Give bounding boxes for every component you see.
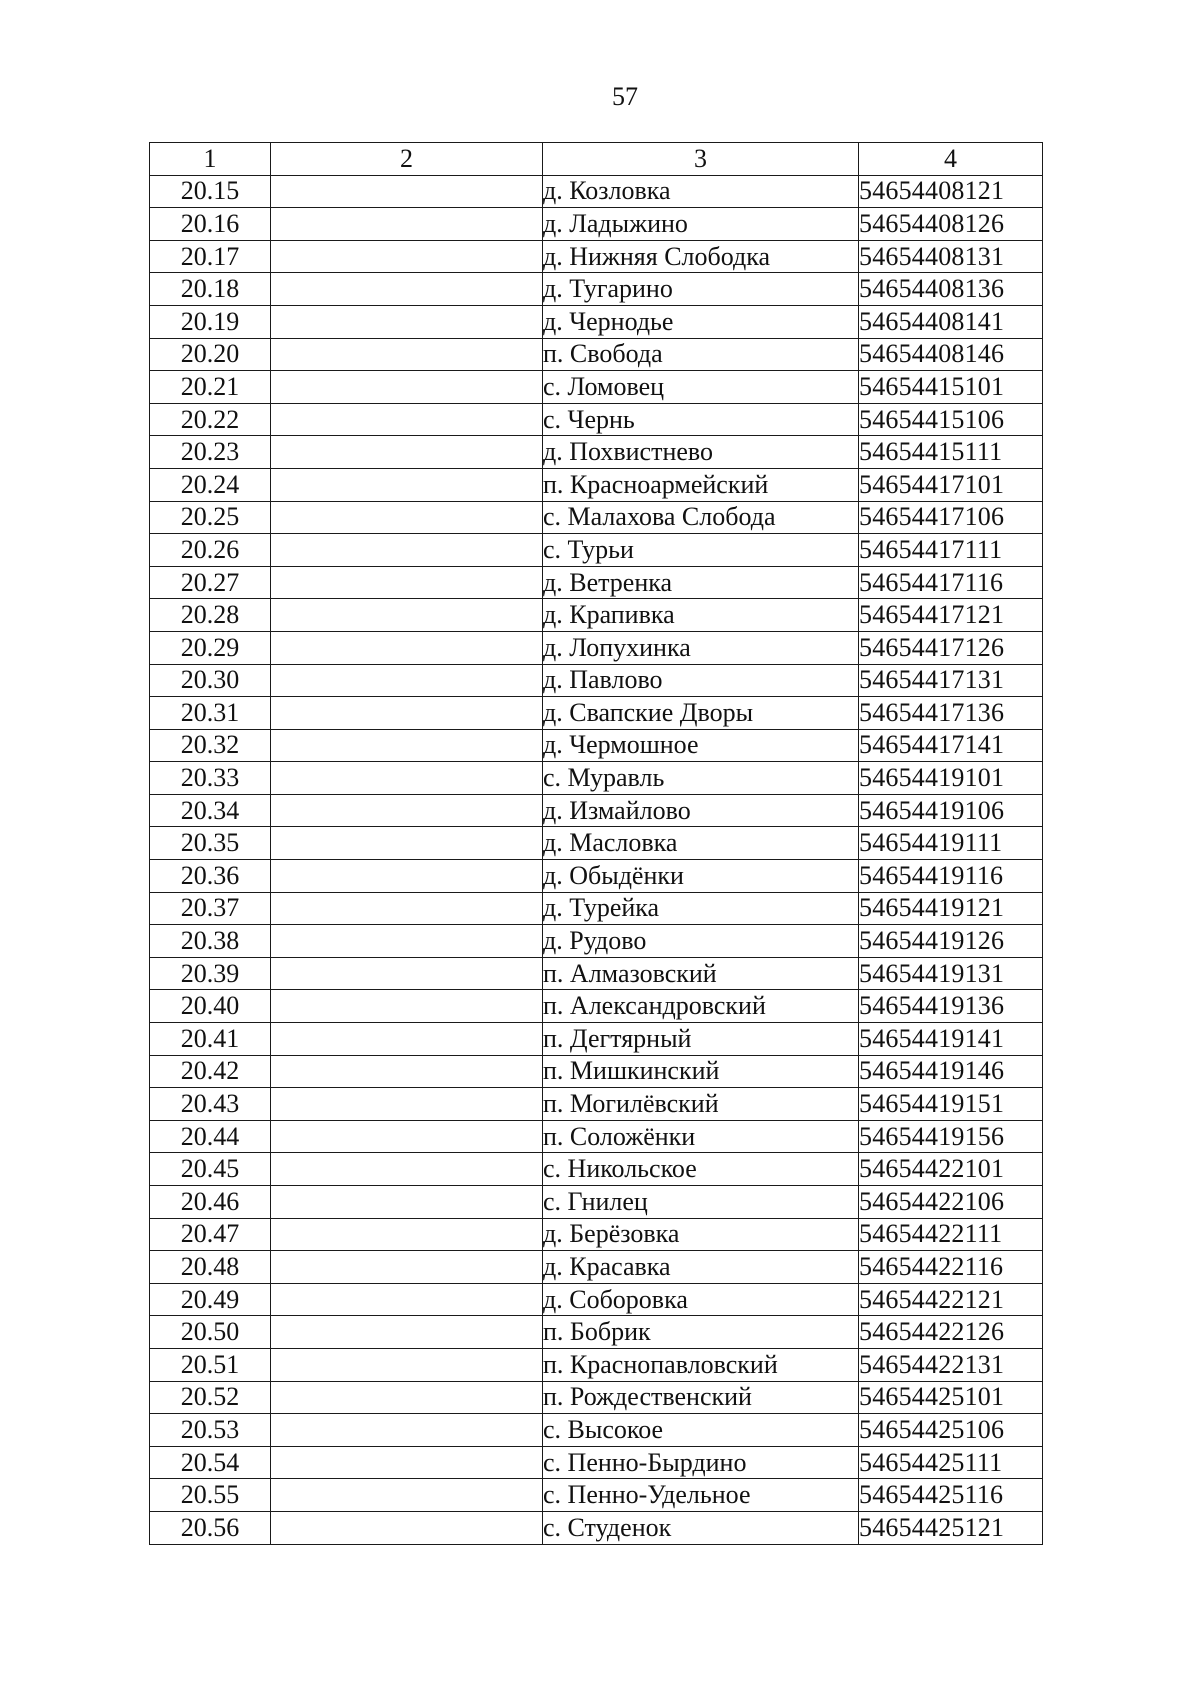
row-number-cell: 20.53 xyxy=(150,1414,271,1447)
settlement-name-cell: с. Никольское xyxy=(543,1153,859,1186)
municipality-name-cell xyxy=(271,697,543,730)
row-number-cell: 20.52 xyxy=(150,1381,271,1414)
row-number-cell: 20.24 xyxy=(150,468,271,501)
row-number-cell: 20.18 xyxy=(150,273,271,306)
settlement-name-cell: д. Обыдёнки xyxy=(543,860,859,893)
table-row xyxy=(150,534,1043,567)
settlement-name-cell: д. Рудово xyxy=(543,925,859,958)
municipality-name-cell xyxy=(271,860,543,893)
table-row xyxy=(150,957,1043,990)
municipality-name-cell xyxy=(271,1055,543,1088)
oktmo-code-cell: 54654422106 xyxy=(859,1186,1043,1219)
row-number-cell: 20.20 xyxy=(150,338,271,371)
column-header-1: 1 xyxy=(150,143,271,176)
settlement-name-cell: с. Ломовец xyxy=(543,371,859,404)
table-row xyxy=(150,305,1043,338)
settlement-name-cell: д. Ладыжино xyxy=(543,208,859,241)
settlement-name-cell: с. Чернь xyxy=(543,403,859,436)
oktmo-code-cell: 54654419106 xyxy=(859,794,1043,827)
oktmo-code-cell: 54654419141 xyxy=(859,1023,1043,1056)
settlement-name-cell: д. Лопухинка xyxy=(543,631,859,664)
oktmo-code-cell: 54654422126 xyxy=(859,1316,1043,1349)
table-row xyxy=(150,990,1043,1023)
municipality-name-cell xyxy=(271,957,543,990)
municipality-name-cell xyxy=(271,436,543,469)
row-number-cell: 20.22 xyxy=(150,403,271,436)
oktmo-code-cell: 54654415106 xyxy=(859,403,1043,436)
row-number-cell: 20.36 xyxy=(150,860,271,893)
row-number-cell: 20.41 xyxy=(150,1023,271,1056)
municipality-name-cell xyxy=(271,403,543,436)
table-row xyxy=(150,566,1043,599)
table-row xyxy=(150,827,1043,860)
table-row xyxy=(150,501,1043,534)
row-number-cell: 20.31 xyxy=(150,697,271,730)
municipality-name-cell xyxy=(271,208,543,241)
oktmo-code-cell: 54654417111 xyxy=(859,534,1043,567)
oktmo-code-cell: 54654408146 xyxy=(859,338,1043,371)
oktmo-code-cell: 54654415111 xyxy=(859,436,1043,469)
municipality-name-cell xyxy=(271,827,543,860)
row-number-cell: 20.51 xyxy=(150,1348,271,1381)
municipality-name-cell xyxy=(271,892,543,925)
row-number-cell: 20.15 xyxy=(150,175,271,208)
municipality-name-cell xyxy=(271,1251,543,1284)
table-row xyxy=(150,1023,1043,1056)
municipality-name-cell xyxy=(271,1088,543,1121)
settlement-name-cell: п. Бобрик xyxy=(543,1316,859,1349)
column-header-2: 2 xyxy=(271,143,543,176)
municipality-name-cell xyxy=(271,664,543,697)
oktmo-code-cell: 54654422121 xyxy=(859,1283,1043,1316)
municipality-name-cell xyxy=(271,631,543,664)
table-row xyxy=(150,599,1043,632)
settlement-name-cell: д. Измайлово xyxy=(543,794,859,827)
oktmo-code-cell: 54654425106 xyxy=(859,1414,1043,1447)
municipality-name-cell xyxy=(271,1120,543,1153)
municipality-name-cell xyxy=(271,1283,543,1316)
table-row xyxy=(150,1381,1043,1414)
row-number-cell: 20.27 xyxy=(150,566,271,599)
row-number-cell: 20.33 xyxy=(150,762,271,795)
table-body xyxy=(150,175,1043,1544)
oktmo-code-cell: 54654417101 xyxy=(859,468,1043,501)
municipality-name-cell xyxy=(271,534,543,567)
row-number-cell: 20.21 xyxy=(150,371,271,404)
row-number-cell: 20.42 xyxy=(150,1055,271,1088)
municipality-name-cell xyxy=(271,1511,543,1544)
table-row xyxy=(150,729,1043,762)
table-row xyxy=(150,664,1043,697)
oktmo-code-cell: 54654417116 xyxy=(859,566,1043,599)
settlement-name-cell: д. Соборовка xyxy=(543,1283,859,1316)
oktmo-code-cell: 54654425121 xyxy=(859,1511,1043,1544)
oktmo-code-cell: 54654419151 xyxy=(859,1088,1043,1121)
municipality-name-cell xyxy=(271,371,543,404)
oktmo-code-cell: 54654425101 xyxy=(859,1381,1043,1414)
row-number-cell: 20.55 xyxy=(150,1479,271,1512)
settlement-name-cell: п. Красноармейский xyxy=(543,468,859,501)
row-number-cell: 20.54 xyxy=(150,1446,271,1479)
table-row xyxy=(150,1218,1043,1251)
row-number-cell: 20.48 xyxy=(150,1251,271,1284)
municipality-name-cell xyxy=(271,1316,543,1349)
oktmo-code-cell: 54654417141 xyxy=(859,729,1043,762)
municipality-name-cell xyxy=(271,1446,543,1479)
table-row xyxy=(150,860,1043,893)
oktmo-code-cell: 54654408126 xyxy=(859,208,1043,241)
table-row xyxy=(150,892,1043,925)
settlement-name-cell: с. Студенок xyxy=(543,1511,859,1544)
settlements-table xyxy=(149,142,1043,1545)
oktmo-code-cell: 54654417136 xyxy=(859,697,1043,730)
settlement-name-cell: с. Турьи xyxy=(543,534,859,567)
settlement-name-cell: п. Мишкинский xyxy=(543,1055,859,1088)
settlement-name-cell: д. Берёзовка xyxy=(543,1218,859,1251)
table-row xyxy=(150,1251,1043,1284)
oktmo-code-cell: 54654417126 xyxy=(859,631,1043,664)
table-header xyxy=(150,143,1043,176)
table-row xyxy=(150,273,1043,306)
settlement-name-cell: с. Гнилец xyxy=(543,1186,859,1219)
oktmo-code-cell: 54654419126 xyxy=(859,925,1043,958)
oktmo-code-cell: 54654408136 xyxy=(859,273,1043,306)
oktmo-code-cell: 54654422116 xyxy=(859,1251,1043,1284)
settlement-name-cell: д. Чермошное xyxy=(543,729,859,762)
municipality-name-cell xyxy=(271,175,543,208)
municipality-name-cell xyxy=(271,501,543,534)
settlement-name-cell: п. Краснопавловский xyxy=(543,1348,859,1381)
oktmo-code-cell: 54654419111 xyxy=(859,827,1043,860)
table-row xyxy=(150,1414,1043,1447)
oktmo-code-cell: 54654425111 xyxy=(859,1446,1043,1479)
settlement-name-cell: д. Турейка xyxy=(543,892,859,925)
table-row xyxy=(150,1283,1043,1316)
settlement-name-cell: п. Свобода xyxy=(543,338,859,371)
oktmo-code-cell: 54654408141 xyxy=(859,305,1043,338)
municipality-name-cell xyxy=(271,338,543,371)
oktmo-code-cell: 54654422111 xyxy=(859,1218,1043,1251)
municipality-name-cell xyxy=(271,1479,543,1512)
settlement-name-cell: п. Александровский xyxy=(543,990,859,1023)
row-number-cell: 20.56 xyxy=(150,1511,271,1544)
table-row xyxy=(150,1153,1043,1186)
table-row xyxy=(150,1511,1043,1544)
municipality-name-cell xyxy=(271,1218,543,1251)
settlement-name-cell: с. Муравль xyxy=(543,762,859,795)
row-number-cell: 20.29 xyxy=(150,631,271,664)
oktmo-code-cell: 54654419101 xyxy=(859,762,1043,795)
table-row xyxy=(150,1120,1043,1153)
table-row xyxy=(150,697,1043,730)
oktmo-code-cell: 54654422101 xyxy=(859,1153,1043,1186)
settlement-name-cell: п. Алмазовский xyxy=(543,957,859,990)
table-row xyxy=(150,1446,1043,1479)
municipality-name-cell xyxy=(271,762,543,795)
table-row xyxy=(150,1186,1043,1219)
row-number-cell: 20.30 xyxy=(150,664,271,697)
oktmo-code-cell: 54654417131 xyxy=(859,664,1043,697)
municipality-name-cell xyxy=(271,729,543,762)
settlement-name-cell: д. Ветренка xyxy=(543,566,859,599)
row-number-cell: 20.35 xyxy=(150,827,271,860)
settlement-name-cell: с. Пенно-Удельное xyxy=(543,1479,859,1512)
table-row xyxy=(150,762,1043,795)
row-number-cell: 20.45 xyxy=(150,1153,271,1186)
oktmo-code-cell: 54654419156 xyxy=(859,1120,1043,1153)
row-number-cell: 20.47 xyxy=(150,1218,271,1251)
table-row xyxy=(150,175,1043,208)
table-row xyxy=(150,631,1043,664)
table-row xyxy=(150,240,1043,273)
oktmo-code-cell: 54654419146 xyxy=(859,1055,1043,1088)
settlement-name-cell: д. Чернодье xyxy=(543,305,859,338)
settlement-name-cell: с. Пенно-Бырдино xyxy=(543,1446,859,1479)
row-number-cell: 20.26 xyxy=(150,534,271,567)
row-number-cell: 20.34 xyxy=(150,794,271,827)
column-header-3: 3 xyxy=(543,143,859,176)
row-number-cell: 20.43 xyxy=(150,1088,271,1121)
row-number-cell: 20.37 xyxy=(150,892,271,925)
oktmo-code-cell: 54654419136 xyxy=(859,990,1043,1023)
oktmo-code-cell: 54654422131 xyxy=(859,1348,1043,1381)
oktmo-code-cell: 54654419116 xyxy=(859,860,1043,893)
municipality-name-cell xyxy=(271,1414,543,1447)
oktmo-code-cell: 54654415101 xyxy=(859,371,1043,404)
municipality-name-cell xyxy=(271,468,543,501)
municipality-name-cell xyxy=(271,1186,543,1219)
table-row xyxy=(150,794,1043,827)
settlement-name-cell: д. Красавка xyxy=(543,1251,859,1284)
settlement-name-cell: п. Могилёвский xyxy=(543,1088,859,1121)
settlement-name-cell: д. Свапские Дворы xyxy=(543,697,859,730)
settlement-name-cell: п. Рождественский xyxy=(543,1381,859,1414)
municipality-name-cell xyxy=(271,925,543,958)
row-number-cell: 20.28 xyxy=(150,599,271,632)
municipality-name-cell xyxy=(271,1023,543,1056)
oktmo-code-cell: 54654419131 xyxy=(859,957,1043,990)
header-row xyxy=(150,143,1043,176)
municipality-name-cell xyxy=(271,273,543,306)
row-number-cell: 20.49 xyxy=(150,1283,271,1316)
row-number-cell: 20.39 xyxy=(150,957,271,990)
settlement-name-cell: д. Павлово xyxy=(543,664,859,697)
settlement-name-cell: с. Малахова Слобода xyxy=(543,501,859,534)
municipality-name-cell xyxy=(271,1153,543,1186)
table-row xyxy=(150,338,1043,371)
table-row xyxy=(150,1479,1043,1512)
settlement-name-cell: п. Соложёнки xyxy=(543,1120,859,1153)
oktmo-code-cell: 54654408121 xyxy=(859,175,1043,208)
row-number-cell: 20.19 xyxy=(150,305,271,338)
municipality-name-cell xyxy=(271,1348,543,1381)
oktmo-code-cell: 54654417121 xyxy=(859,599,1043,632)
table-row xyxy=(150,1088,1043,1121)
municipality-name-cell xyxy=(271,240,543,273)
table-row xyxy=(150,403,1043,436)
row-number-cell: 20.46 xyxy=(150,1186,271,1219)
settlement-name-cell: д. Крапивка xyxy=(543,599,859,632)
page-number: 57 xyxy=(612,82,638,111)
municipality-name-cell xyxy=(271,794,543,827)
row-number-cell: 20.25 xyxy=(150,501,271,534)
column-header-4: 4 xyxy=(859,143,1043,176)
table-row xyxy=(150,371,1043,404)
row-number-cell: 20.16 xyxy=(150,208,271,241)
table-row xyxy=(150,208,1043,241)
oktmo-code-cell: 54654419121 xyxy=(859,892,1043,925)
oktmo-code-cell: 54654425116 xyxy=(859,1479,1043,1512)
row-number-cell: 20.50 xyxy=(150,1316,271,1349)
settlement-name-cell: с. Высокое xyxy=(543,1414,859,1447)
settlement-name-cell: д. Тугарино xyxy=(543,273,859,306)
settlement-name-cell: п. Дегтярный xyxy=(543,1023,859,1056)
settlement-name-cell: д. Масловка xyxy=(543,827,859,860)
table-row xyxy=(150,1316,1043,1349)
row-number-cell: 20.40 xyxy=(150,990,271,1023)
settlement-name-cell: д. Похвистнево xyxy=(543,436,859,469)
municipality-name-cell xyxy=(271,305,543,338)
row-number-cell: 20.38 xyxy=(150,925,271,958)
row-number-cell: 20.44 xyxy=(150,1120,271,1153)
municipality-name-cell xyxy=(271,599,543,632)
table-row xyxy=(150,468,1043,501)
settlement-name-cell: д. Нижняя Слободка xyxy=(543,240,859,273)
table-row xyxy=(150,1055,1043,1088)
row-number-cell: 20.23 xyxy=(150,436,271,469)
municipality-name-cell xyxy=(271,1381,543,1414)
settlement-name-cell: д. Козловка xyxy=(543,175,859,208)
row-number-cell: 20.17 xyxy=(150,240,271,273)
oktmo-code-cell: 54654408131 xyxy=(859,240,1043,273)
table-row xyxy=(150,436,1043,469)
oktmo-code-cell: 54654417106 xyxy=(859,501,1043,534)
table-row xyxy=(150,1348,1043,1381)
row-number-cell: 20.32 xyxy=(150,729,271,762)
table-row xyxy=(150,925,1043,958)
municipality-name-cell xyxy=(271,566,543,599)
municipality-name-cell xyxy=(271,990,543,1023)
